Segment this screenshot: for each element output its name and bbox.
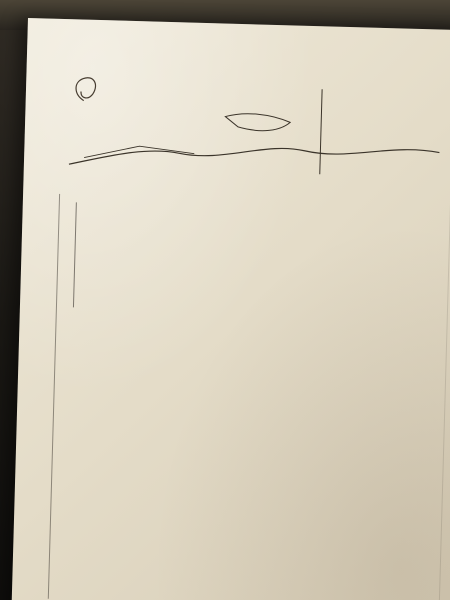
river-line bbox=[69, 140, 440, 174]
book-page bbox=[11, 18, 450, 600]
illustration-area bbox=[63, 64, 446, 200]
dam-structure bbox=[225, 113, 290, 131]
page-header bbox=[57, 194, 94, 315]
main-text-block bbox=[48, 194, 450, 600]
spiral-mark bbox=[76, 77, 96, 101]
header-rule bbox=[73, 202, 77, 307]
boundary-line bbox=[320, 89, 322, 174]
dam-illustration bbox=[63, 64, 446, 200]
